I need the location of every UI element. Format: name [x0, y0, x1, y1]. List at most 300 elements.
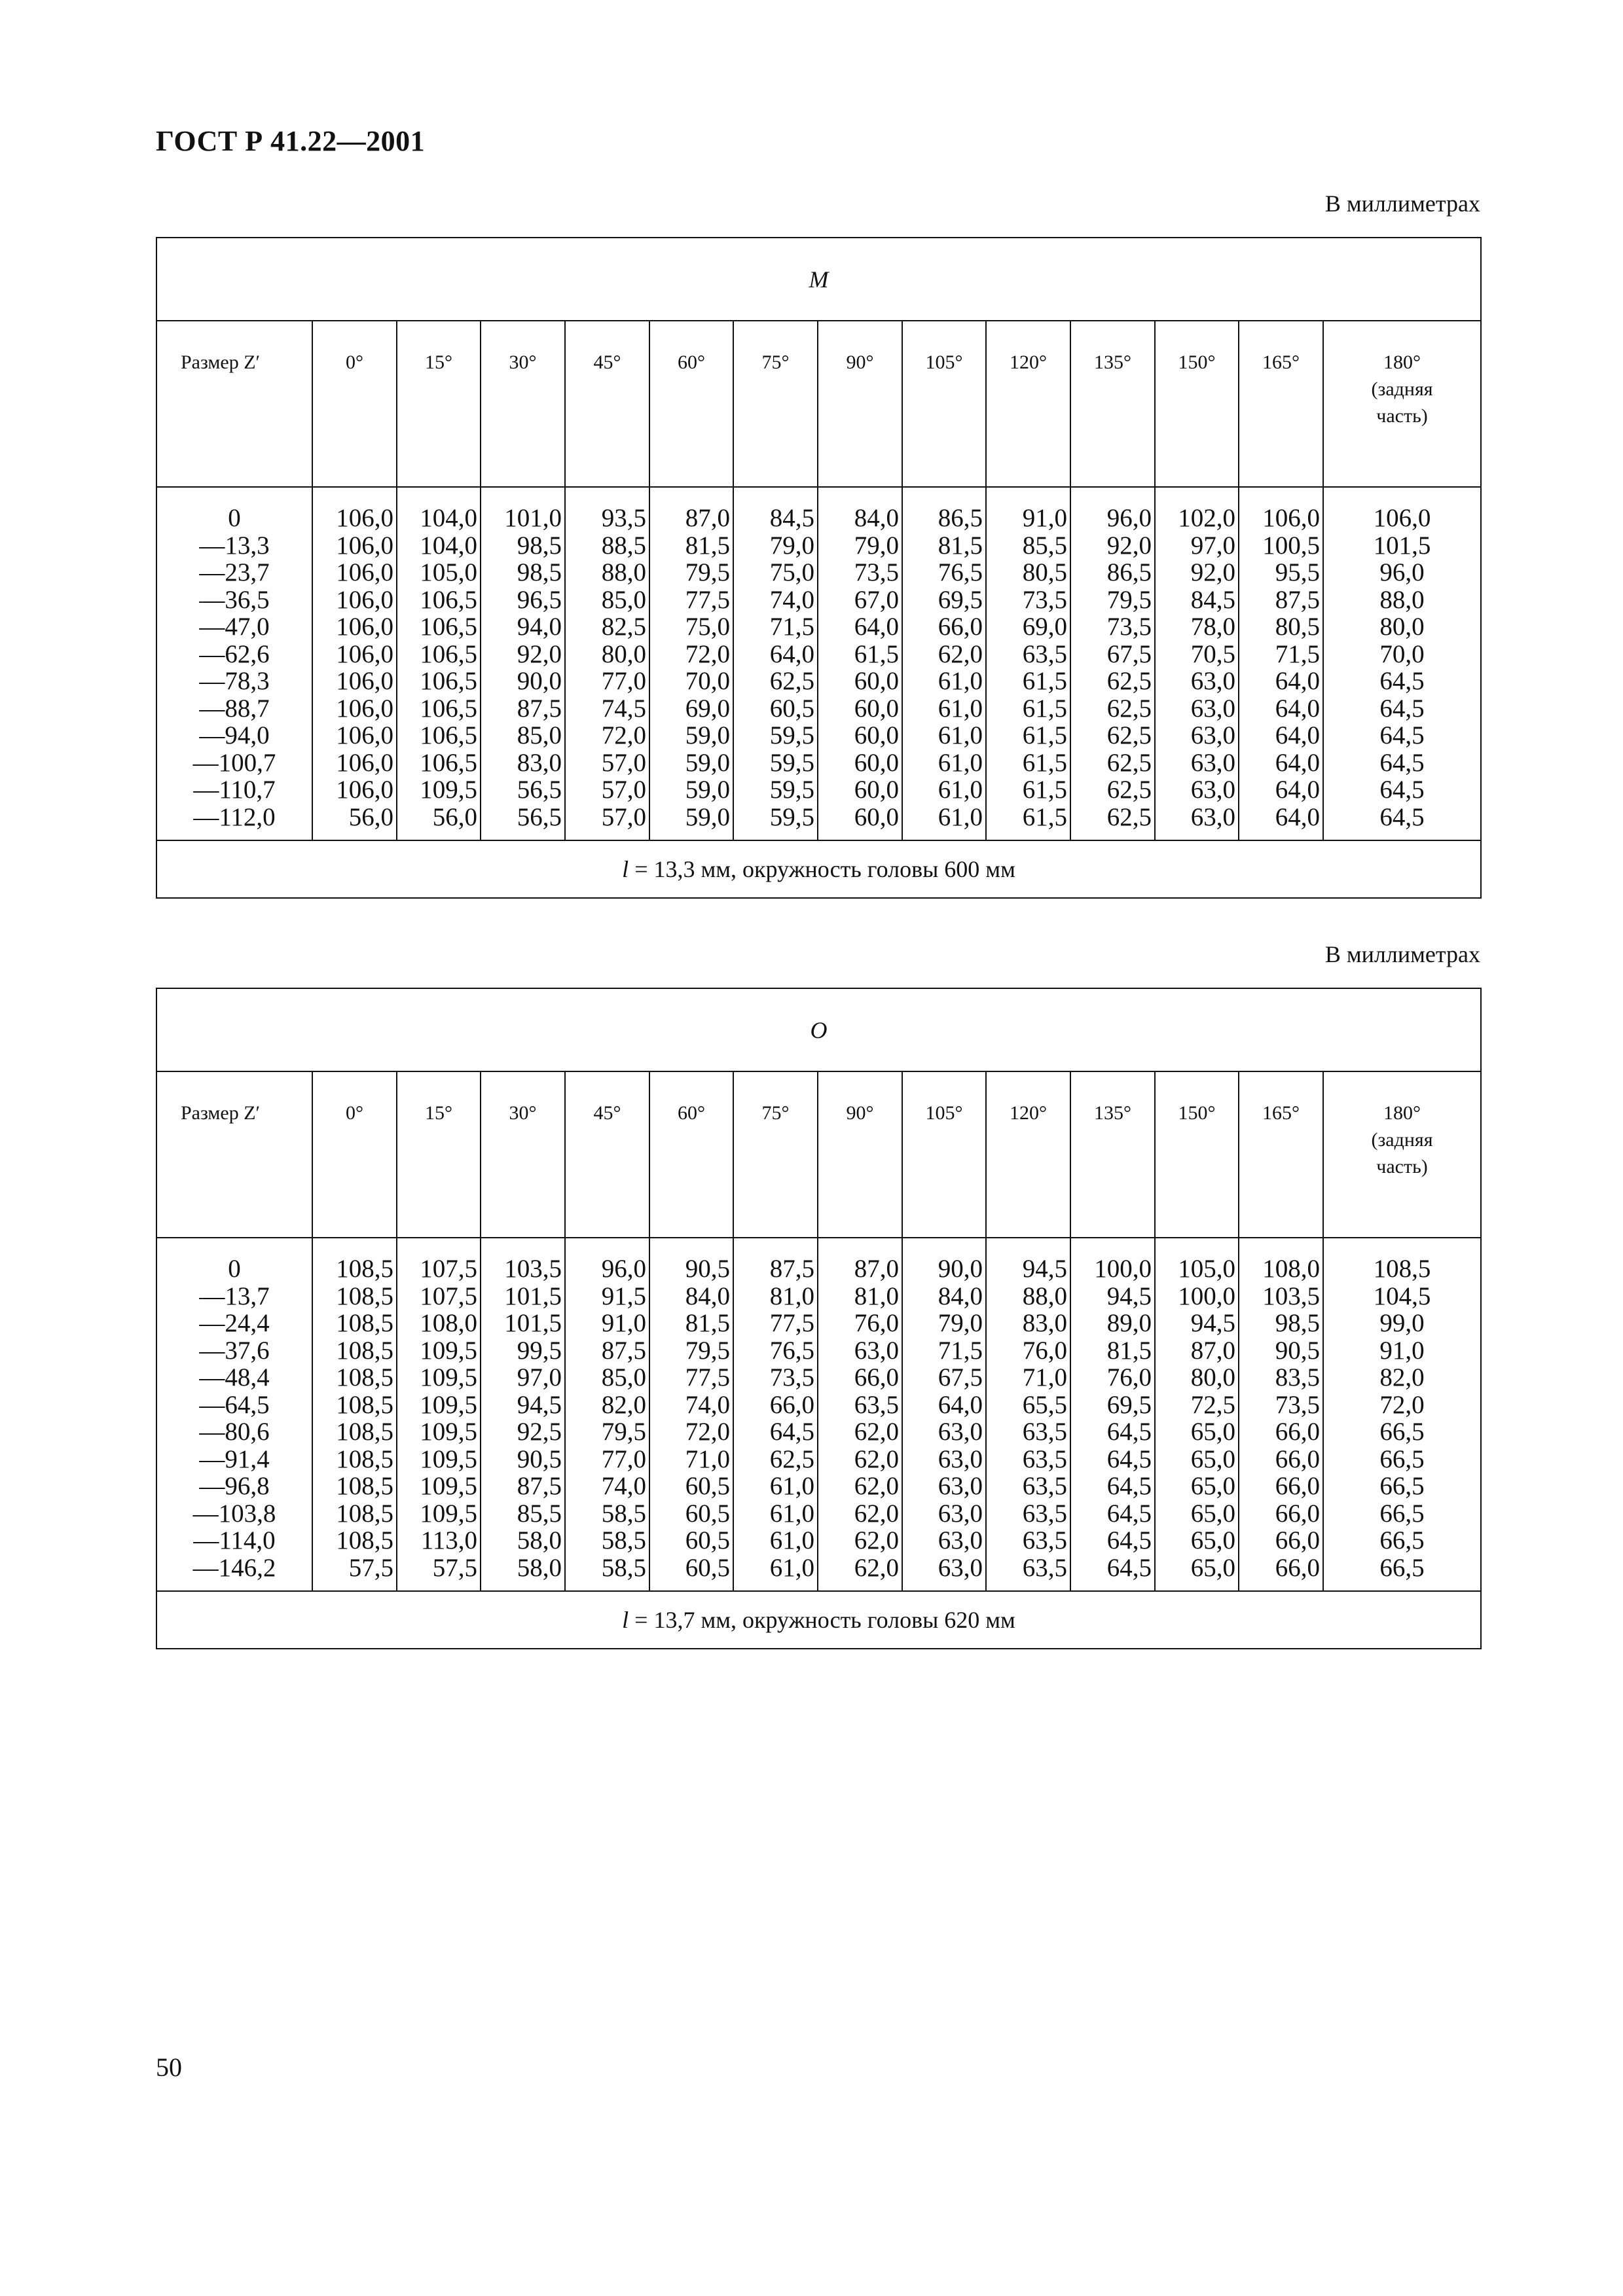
- table-cell: 89,0: [1106, 1309, 1152, 1337]
- table-cell: 90,5: [1275, 1336, 1320, 1365]
- footer-text: = 13,7 мм, окружность головы 620 мм: [629, 1607, 1015, 1633]
- table-title: O: [156, 988, 1481, 1071]
- unit-note-m: В миллиметрах: [1324, 190, 1480, 217]
- table-cell: 62,0: [854, 1553, 899, 1582]
- table-cell: 77,5: [685, 585, 730, 614]
- table-cell: 62,5: [1106, 667, 1152, 695]
- table-cell: 63,0: [1190, 776, 1235, 804]
- table-cell: 77,5: [685, 1363, 730, 1391]
- table-cell: 81,0: [769, 1282, 814, 1310]
- table-cell: 64,5: [1379, 802, 1425, 831]
- table-cell: 80,0: [1379, 613, 1425, 641]
- table-cell: 64,5: [769, 1418, 814, 1446]
- table-cell: —103,8: [192, 1499, 276, 1528]
- table-cell: 88,0: [601, 558, 646, 586]
- table-cell: 66,0: [1275, 1444, 1320, 1473]
- table-cell: 59,0: [685, 776, 730, 804]
- footer-variable: l: [622, 856, 629, 882]
- table-cell: 80,5: [1275, 613, 1320, 641]
- table-cell: 72,0: [685, 639, 730, 668]
- table-cell: 75,0: [769, 558, 814, 586]
- table-cell: 106,0: [336, 667, 393, 695]
- table-cell: 71,5: [1275, 639, 1320, 668]
- table-cell: 66,5: [1379, 1526, 1425, 1554]
- table-cell: 86,5: [1106, 558, 1152, 586]
- table-cell: 62,0: [854, 1499, 899, 1528]
- table-cell: 113,0: [420, 1526, 477, 1554]
- table-cell: 61,0: [938, 802, 983, 831]
- table-cell: 66,5: [1379, 1499, 1425, 1528]
- unit-note-o: В миллиметрах: [1324, 941, 1480, 967]
- table-cell: 64,5: [1106, 1553, 1152, 1582]
- table-cell: 106,0: [336, 776, 393, 804]
- table-cell: 63,0: [938, 1553, 983, 1582]
- table-cell: 66,5: [1379, 1553, 1425, 1582]
- table-cell: 69,5: [938, 585, 983, 614]
- column-header-angle: 30°: [481, 321, 565, 487]
- table-cell: 71,5: [938, 1336, 983, 1365]
- table-cell: 76,0: [854, 1309, 899, 1337]
- table-cell: 59,0: [685, 802, 730, 831]
- table-cell: 106,5: [420, 667, 477, 695]
- table-cell: 64,0: [1275, 694, 1320, 723]
- table-cell: 106,5: [420, 694, 477, 723]
- table-cell: 109,5: [420, 1444, 477, 1473]
- table-cell: 76,5: [938, 558, 983, 586]
- table-cell: 60,0: [854, 748, 899, 777]
- table-cell: 59,5: [769, 721, 814, 749]
- table-cell: 78,0: [1190, 613, 1235, 641]
- table-cell: 69,5: [1106, 1390, 1152, 1419]
- table-cell: 63,0: [1190, 694, 1235, 723]
- table-cell: 101,0: [504, 504, 562, 532]
- table-cell: 72,0: [685, 1418, 730, 1446]
- table-cell: 61,0: [938, 667, 983, 695]
- table-cell: 108,5: [336, 1472, 393, 1500]
- table-cell: 87,5: [517, 694, 562, 723]
- table-cell: 63,5: [1022, 1418, 1067, 1446]
- table-cell: 65,0: [1190, 1526, 1235, 1554]
- table-cell: 61,0: [769, 1499, 814, 1528]
- value-column: [1070, 1238, 1155, 1591]
- table-cell: 79,5: [685, 1336, 730, 1365]
- value-column: [1239, 1238, 1323, 1591]
- table-cell: —146,2: [192, 1553, 276, 1582]
- table-cell: 71,0: [685, 1444, 730, 1473]
- table-cell: 62,0: [854, 1418, 899, 1446]
- value-column: [481, 487, 565, 840]
- table-cell: 76,0: [1106, 1363, 1152, 1391]
- table-cell: 108,5: [336, 1309, 393, 1337]
- table-cell: 61,0: [769, 1526, 814, 1554]
- table-cell: —64,5: [199, 1390, 270, 1419]
- table-cell: 84,5: [769, 504, 814, 532]
- table-cell: 66,0: [1275, 1499, 1320, 1528]
- table-cell: 60,0: [854, 802, 899, 831]
- table-cell: 108,5: [336, 1526, 393, 1554]
- table-cell: 63,0: [1190, 748, 1235, 777]
- table-cell: 99,5: [517, 1336, 562, 1365]
- table-cell: 57,0: [601, 802, 646, 831]
- table-cell: 108,5: [336, 1363, 393, 1391]
- table-cell: —37,6: [199, 1336, 270, 1365]
- table-cell: 92,0: [517, 639, 562, 668]
- table-cell: 56,5: [517, 802, 562, 831]
- table-cell: 90,5: [517, 1444, 562, 1473]
- table-cell: 105,0: [420, 558, 477, 586]
- table-cell: 102,0: [1178, 504, 1235, 532]
- table-cell: 92,0: [1106, 531, 1152, 560]
- table-cell: 106,5: [420, 613, 477, 641]
- value-column: [986, 1238, 1070, 1591]
- column-header-size: Размер Z′: [156, 321, 312, 487]
- value-column: [397, 487, 481, 840]
- table-cell: 77,5: [769, 1309, 814, 1337]
- table-cell: 62,0: [854, 1526, 899, 1554]
- value-column: [565, 1238, 649, 1591]
- column-header-angle: 105°: [902, 1071, 986, 1238]
- table-cell: 64,0: [1275, 667, 1320, 695]
- table-cell: 106,0: [336, 721, 393, 749]
- table-cell: 74,0: [685, 1390, 730, 1419]
- table-cell: 107,5: [420, 1282, 477, 1310]
- value-column: [818, 1238, 902, 1591]
- column-header-angle: 120°: [986, 321, 1070, 487]
- table-cell: 94,5: [1190, 1309, 1235, 1337]
- table-cell: —62,6: [199, 639, 270, 668]
- table-cell: 108,5: [336, 1418, 393, 1446]
- table-cell: 70,5: [1190, 639, 1235, 668]
- table-cell: 61,5: [854, 639, 899, 668]
- table-cell: 57,5: [432, 1553, 477, 1582]
- table-cell: 63,0: [1190, 802, 1235, 831]
- table-m: [156, 237, 1482, 899]
- column-header-angle: 165°: [1239, 1071, 1323, 1238]
- table-cell: 96,0: [1379, 558, 1425, 586]
- table-cell: 81,5: [1106, 1336, 1152, 1365]
- table-cell: 104,5: [1373, 1282, 1431, 1310]
- column-header-angle: 135°: [1070, 1071, 1155, 1238]
- table-cell: 87,5: [601, 1336, 646, 1365]
- value-column: [986, 487, 1070, 840]
- table-cell: 96,0: [1106, 504, 1152, 532]
- table-cell: 106,0: [336, 585, 393, 614]
- table-cell: 108,0: [420, 1309, 477, 1337]
- table-cell: —13,7: [199, 1282, 270, 1310]
- table-cell: 72,0: [601, 721, 646, 749]
- table-cell: 108,5: [336, 1444, 393, 1473]
- column-header-angle: 120°: [986, 1071, 1070, 1238]
- value-column: [733, 1238, 818, 1591]
- table-cell: 95,5: [1275, 558, 1320, 586]
- table-cell: 103,5: [504, 1255, 562, 1283]
- table-cell: 80,0: [1190, 1363, 1235, 1391]
- table-cell: 98,5: [517, 558, 562, 586]
- table-cell: 77,0: [601, 1444, 646, 1473]
- table-cell: 63,5: [1022, 1526, 1067, 1554]
- table-cell: 56,5: [517, 776, 562, 804]
- table-cell: 57,0: [601, 776, 646, 804]
- table-cell: —36,5: [199, 585, 270, 614]
- table-cell: 108,5: [336, 1390, 393, 1419]
- table-cell: 61,0: [769, 1472, 814, 1500]
- table-cell: 66,5: [1379, 1472, 1425, 1500]
- table-footer: [156, 840, 1481, 898]
- column-header-angle: 15°: [397, 1071, 481, 1238]
- value-column: [565, 487, 649, 840]
- table-cell: 84,0: [685, 1282, 730, 1310]
- table-cell: 100,5: [1262, 531, 1320, 560]
- table-cell: 69,0: [1022, 613, 1067, 641]
- column-header-size: Размер Z′: [156, 1071, 312, 1238]
- table-cell: 72,0: [1379, 1390, 1425, 1419]
- value-column: [397, 1238, 481, 1591]
- table-cell: 72,5: [1190, 1390, 1235, 1419]
- table-cell: 106,0: [1373, 504, 1431, 532]
- column-header-angle: 165°: [1239, 321, 1323, 487]
- table-cell: 107,5: [420, 1255, 477, 1283]
- table-cell: 60,5: [685, 1499, 730, 1528]
- table-cell: 109,5: [420, 1418, 477, 1446]
- table-cell: 60,5: [685, 1553, 730, 1582]
- table-cell: 62,5: [769, 1444, 814, 1473]
- value-column: [649, 1238, 733, 1591]
- table-cell: 106,5: [420, 585, 477, 614]
- value-column: [1239, 487, 1323, 840]
- table-cell: 62,5: [769, 667, 814, 695]
- table-cell: 83,5: [1275, 1363, 1320, 1391]
- table-cell: 88,5: [601, 531, 646, 560]
- table-cell: 67,0: [854, 585, 899, 614]
- table-cell: 61,5: [1022, 802, 1067, 831]
- table-cell: 64,5: [1106, 1444, 1152, 1473]
- table-cell: 63,0: [938, 1526, 983, 1554]
- table-cell: 106,0: [336, 613, 393, 641]
- table-cell: 79,0: [854, 531, 899, 560]
- table-cell: 59,0: [685, 748, 730, 777]
- table-cell: 76,5: [769, 1336, 814, 1365]
- table-cell: 62,0: [854, 1444, 899, 1473]
- table-cell: 64,5: [1379, 694, 1425, 723]
- table-cell: 66,0: [938, 613, 983, 641]
- data-row: [156, 487, 1481, 840]
- table-cell: 63,5: [1022, 1553, 1067, 1582]
- table-cell: 66,0: [1275, 1526, 1320, 1554]
- table-cell: 0: [228, 1255, 241, 1283]
- table-title: M: [156, 238, 1481, 321]
- table-cell: 86,5: [938, 504, 983, 532]
- column-header-angle: 30°: [481, 1071, 565, 1238]
- column-header-angle: 90°: [818, 1071, 902, 1238]
- table-cell: 63,0: [938, 1499, 983, 1528]
- table-cell: 104,0: [420, 504, 477, 532]
- table-cell: —23,7: [199, 558, 270, 586]
- column-header-angle: 150°: [1155, 321, 1239, 487]
- table-cell: 81,5: [685, 531, 730, 560]
- table-cell: 80,0: [601, 639, 646, 668]
- table-cell: 108,5: [336, 1336, 393, 1365]
- table-cell: 104,0: [420, 531, 477, 560]
- table-cell: 106,5: [420, 748, 477, 777]
- table-cell: 63,0: [1190, 721, 1235, 749]
- page-number: 50: [156, 2053, 182, 2082]
- table-cell: —47,0: [199, 613, 270, 641]
- table-cell: 75,0: [685, 613, 730, 641]
- table-cell: 63,0: [854, 1336, 899, 1365]
- table-cell: 64,5: [1379, 776, 1425, 804]
- table-cell: 63,0: [1190, 667, 1235, 695]
- table-cell: 63,0: [938, 1472, 983, 1500]
- table-cell: 62,0: [854, 1472, 899, 1500]
- table-cell: 0: [228, 504, 241, 532]
- table-cell: —114,0: [193, 1526, 276, 1554]
- table-cell: 64,5: [1379, 667, 1425, 695]
- header-row: [156, 321, 1481, 487]
- column-header-angle: 75°: [733, 1071, 818, 1238]
- size-column: [156, 1238, 312, 1591]
- column-header-angle: 0°: [312, 321, 397, 487]
- table-cell: 91,0: [601, 1309, 646, 1337]
- value-column: [1070, 487, 1155, 840]
- table-cell: —112,0: [193, 802, 276, 831]
- table-cell: 73,5: [1275, 1390, 1320, 1419]
- column-header-angle: 150°: [1155, 1071, 1239, 1238]
- table-cell: 66,0: [1275, 1553, 1320, 1582]
- table-cell: 58,0: [517, 1526, 562, 1554]
- table-o: [156, 988, 1482, 1649]
- table-cell: 101,5: [504, 1282, 562, 1310]
- table-cell: 94,5: [1022, 1255, 1067, 1283]
- table-cell: 66,0: [769, 1390, 814, 1419]
- table-cell: 59,5: [769, 802, 814, 831]
- table-cell: 62,5: [1106, 802, 1152, 831]
- table-cell: 96,0: [601, 1255, 646, 1283]
- table-cell: 73,5: [1106, 613, 1152, 641]
- table-cell: 91,5: [601, 1282, 646, 1310]
- column-header-angle: 45°: [565, 1071, 649, 1238]
- column-header-angle: 15°: [397, 321, 481, 487]
- table-cell: 66,5: [1379, 1444, 1425, 1473]
- table-cell: 61,0: [769, 1553, 814, 1582]
- table-cell: 61,0: [938, 694, 983, 723]
- table-cell: 87,0: [1190, 1336, 1235, 1365]
- table-cell: 66,5: [1379, 1418, 1425, 1446]
- table-cell: 87,5: [769, 1255, 814, 1283]
- table-cell: 82,0: [601, 1390, 646, 1419]
- table-cell: 79,5: [685, 558, 730, 586]
- header-row: [156, 1071, 1481, 1238]
- table-cell: 61,0: [938, 776, 983, 804]
- table-cell: —13,3: [199, 531, 270, 560]
- table-cell: 62,5: [1106, 721, 1152, 749]
- table-cell: 74,5: [601, 694, 646, 723]
- table-cell: 79,0: [769, 531, 814, 560]
- table-cell: 60,0: [854, 776, 899, 804]
- table-cell: 97,0: [1190, 531, 1235, 560]
- table-cell: 65,0: [1190, 1553, 1235, 1582]
- table-cell: 103,5: [1262, 1282, 1320, 1310]
- table-cell: 63,5: [854, 1390, 899, 1419]
- table-cell: 70,0: [685, 667, 730, 695]
- table-cell: 62,5: [1106, 694, 1152, 723]
- table-cell: 64,0: [1275, 748, 1320, 777]
- table-cell: 77,0: [601, 667, 646, 695]
- table-cell: 61,5: [1022, 667, 1067, 695]
- table-cell: 98,5: [1275, 1309, 1320, 1337]
- table-cell: 106,5: [420, 639, 477, 668]
- table-cell: 66,0: [854, 1363, 899, 1391]
- value-column: [1155, 487, 1239, 840]
- table-cell: 108,0: [1262, 1255, 1320, 1283]
- table-cell: 85,0: [517, 721, 562, 749]
- table-cell: 79,0: [938, 1309, 983, 1337]
- column-header-angle: 105°: [902, 321, 986, 487]
- table-cell: 56,0: [348, 802, 393, 831]
- value-column: [649, 487, 733, 840]
- table-cell: 90,0: [517, 667, 562, 695]
- table-cell: 80,5: [1022, 558, 1067, 586]
- column-header-angle: 60°: [649, 1071, 733, 1238]
- table-cell: 106,0: [336, 504, 393, 532]
- table-cell: 106,0: [336, 558, 393, 586]
- table-cell: 57,0: [601, 748, 646, 777]
- table-cell: 109,5: [420, 1336, 477, 1365]
- table-cell: 109,5: [420, 1390, 477, 1419]
- table-cell: 90,0: [938, 1255, 983, 1283]
- table-cell: 79,5: [601, 1418, 646, 1446]
- footer-text: = 13,3 мм, окружность головы 600 мм: [629, 856, 1015, 882]
- table-cell: 70,0: [1379, 639, 1425, 668]
- table-cell: 92,5: [517, 1418, 562, 1446]
- table-cell: 85,5: [517, 1499, 562, 1528]
- table-cell: 64,0: [1275, 721, 1320, 749]
- table-cell: 65,5: [1022, 1390, 1067, 1419]
- table-cell: —100,7: [192, 748, 276, 777]
- table-cell: 64,5: [1106, 1472, 1152, 1500]
- table-cell: 56,0: [432, 802, 477, 831]
- column-header-angle: 0°: [312, 1071, 397, 1238]
- table-cell: —78,3: [199, 667, 270, 695]
- table-cell: 94,5: [1106, 1282, 1152, 1310]
- table-cell: 101,5: [1373, 531, 1431, 560]
- table-cell: 106,0: [1262, 504, 1320, 532]
- table-cell: 71,5: [769, 613, 814, 641]
- table-cell: 64,0: [769, 639, 814, 668]
- table-cell: 65,0: [1190, 1418, 1235, 1446]
- table-cell: 73,5: [1022, 585, 1067, 614]
- column-header-angle: 60°: [649, 321, 733, 487]
- table-cell: 61,5: [1022, 721, 1067, 749]
- table-cell: 61,5: [1022, 694, 1067, 723]
- table-cell: 61,5: [1022, 776, 1067, 804]
- table-cell: 66,0: [1275, 1472, 1320, 1500]
- table-cell: 74,0: [601, 1472, 646, 1500]
- table-cell: 84,0: [854, 504, 899, 532]
- table-cell: 91,0: [1379, 1336, 1425, 1365]
- table-cell: 60,0: [854, 667, 899, 695]
- table-cell: 62,5: [1106, 748, 1152, 777]
- table-cell: 109,5: [420, 776, 477, 804]
- table-cell: —88,7: [199, 694, 270, 723]
- table-cell: 106,0: [336, 748, 393, 777]
- table-cell: 59,5: [769, 776, 814, 804]
- value-column: [481, 1238, 565, 1591]
- table-cell: 91,0: [1022, 504, 1067, 532]
- table-cell: 58,5: [601, 1526, 646, 1554]
- table-cell: 63,5: [1022, 1499, 1067, 1528]
- document-code: ГОСТ Р 41.22—2001: [156, 125, 426, 157]
- table-cell: 94,5: [517, 1390, 562, 1419]
